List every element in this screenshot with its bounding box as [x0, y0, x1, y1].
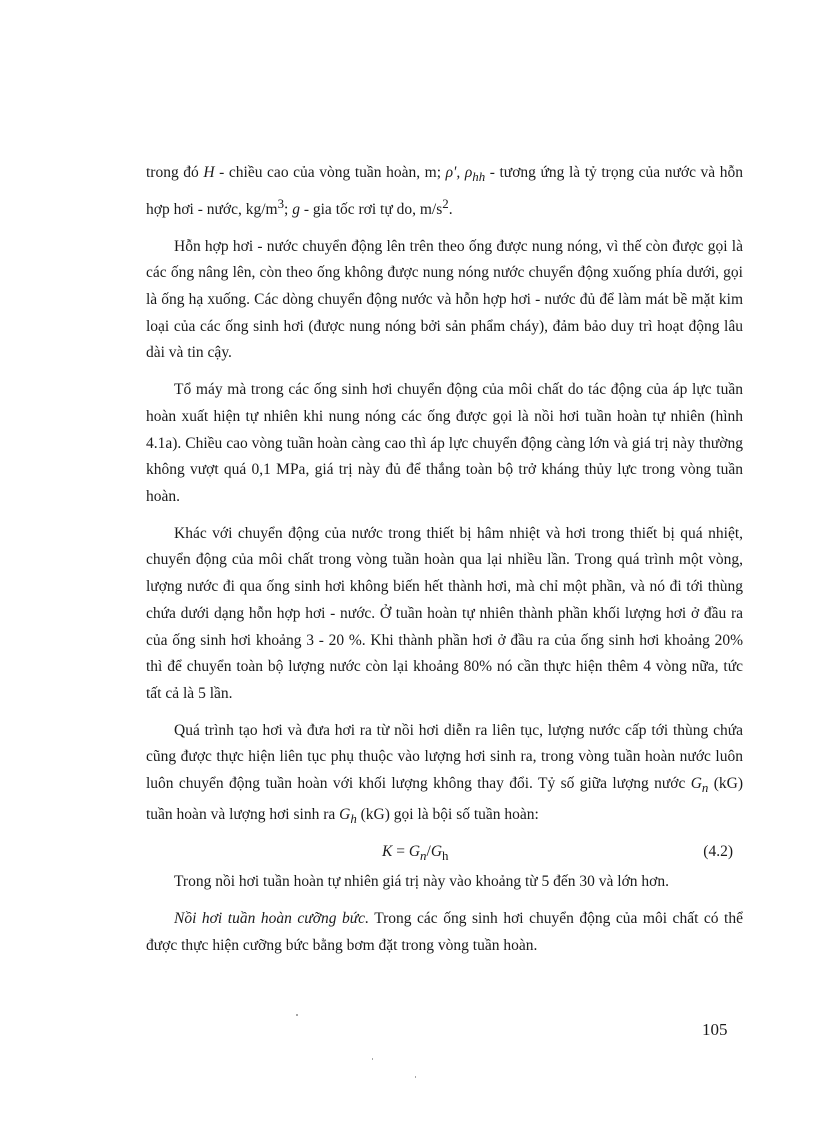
- section-heading-forced-circulation: Nồi hơi tuần hoàn cưỡng bức.: [174, 910, 369, 927]
- scan-speck: [415, 1076, 416, 1078]
- equation-4-2: [146, 839, 743, 866]
- scan-speck: [296, 1014, 298, 1016]
- paragraph-6: Trong nồi hơi tuần hoàn tự nhiên giá trị này vào khoảng từ 5 đến 30 và lớn hơn.: [174, 873, 669, 891]
- paragraph-1: trong đó H - chiều cao của vòng tuần hoàn, m; ρ', $\rho_{hh}$ - tương ứng là tỷ trọng của nước và hỗn hợp hơi - nước, $kg/m^3$; g - gia tốc rơi tự do, $m/s^2$.: [146, 164, 744, 218]
- paragraph-5: Quá trình tạo hơi và đưa hơi ra từ nồi hơi diễn ra liên tục, lượng nước cấp tới thùng chứa cũng được thực hiện liên tục phụ thuộc vào lượng hơi sinh ra, trong vòng tuần hoàn nước luôn luôn chuyển động tuần hoàn với khối lượng không thay đổi. Tỷ số giữa lượng nước $G_n$ (kG) tuần hoàn và lượng hơi sinh ra $G_h$ (kG) gọi là bội số tuần hoàn:: [146, 721, 743, 826]
- scan-speck: [372, 1058, 373, 1060]
- body-text: [146, 160, 743, 959]
- paragraph-3: Tổ máy mà trong các ống sinh hơi chuyển động của môi chất do tác động của áp lực tuần hoàn xuất hiện tự nhiên khi nung nóng các ống được gọi là nồi hơi tuần hoàn tự nhiên (hình 4.1a). Chiều cao vòng tuần hoàn càng cao thì áp lực chuyển động càng lớn và giá trị này thường không vượt quá 0,1 MPa, giá trị này đủ để thắng toàn bộ trở kháng thủy lực trong vòng tuần hoàn.: [146, 381, 743, 505]
- equation-number: (4.2): [703, 842, 733, 860]
- paragraph-4: Khác với chuyển động của nước trong thiết bị hâm nhiệt và hơi trong thiết bị quá nhiệt, chuyển động của môi chất trong vòng tuần hoàn qua lại nhiều lần. Trong quá trình một vòng, lượng nước đi qua ống sinh hơi không biến hết thành hơi, mà chỉ một phần, và nó đi tới thùng chứa dưới dạng hỗn hợp hơi - nước. Ở tuần hoàn tự nhiên thành phần khối lượng hơi ở đầu ra của ống sinh hơi khoảng 3 - 20 %. Khi thành phần hơi ở đầu ra của ống sinh hơi khoảng 20% thì để chuyển toàn bộ lượng nước còn lại khoảng 80% nó cần thực hiện thêm 4 vòng nữa, tức tất cả là 5 lần.: [146, 524, 743, 702]
- paragraph-2: Hỗn hợp hơi - nước chuyển động lên trên theo ống được nung nóng, vì thế còn được gọi là các ống nâng lên, còn theo ống không được nung nóng nước chuyển động xuống phía dưới, gọi là ống hạ xuống. Các dòng chuyển động nước và hỗn hợp hơi - nước đủ để làm mát bề mặt kim loại của các ống sinh hơi (được nung nóng bởi sản phẩm cháy), đảm bảo duy trì hoạt động lâu dài và tin cậy.: [146, 237, 743, 362]
- paragraph-7: Nồi hơi tuần hoàn cưỡng bức. Trong các ống sinh hơi chuyển động của môi chất có thể được thực hiện cưỡng bức bằng bơm đặt trong vòng tuần hoàn.: [146, 910, 743, 954]
- page-number: 105: [702, 1020, 728, 1039]
- equation-expression: $K = G_n/G_h$: [382, 842, 449, 863]
